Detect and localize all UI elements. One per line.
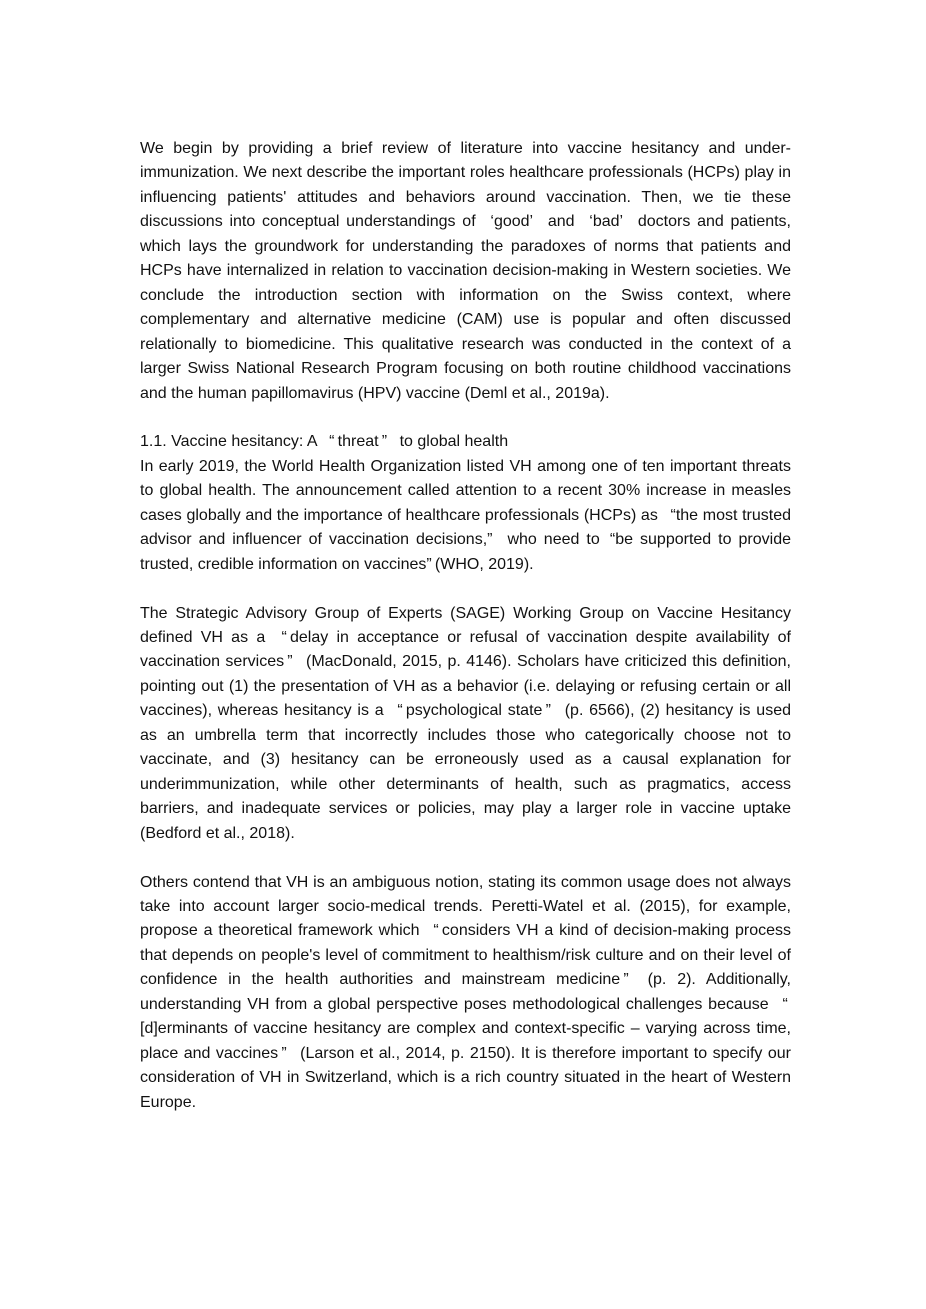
section-1-1-heading: 1.1. Vaccine hesitancy: A “ threat ” to global health (140, 433, 509, 451)
section-1-1 (140, 430, 791, 577)
intro-paragraph: We begin by providing a brief review of literature into vaccine hesitancy and under-immunization. We next describe the important roles healthcare professionals (HCPs) play in influencing patients' attitudes and behaviors around vaccination. Then, we tie these discussions into conceptual understandings of ‘good’ and ‘bad’ doctors and patients, which lays the groundwork for understanding the paradoxes of norms that patients and HCPs have internalized in relation to vaccination decision-making in Western societies. We conclude the introduction section with information on the Swiss context, where complementary and alternative medicine (CAM) use is popular and often discussed relationally to biomedicine. This qualitative research was conducted in the context of a larger Swiss National Research Program focusing on both routine childhood vaccinations and the human papillomavirus (HPV) vaccine (Deml et al., 2019a). (140, 140, 791, 402)
vh-ambiguity-paragraph: Others contend that VH is an ambiguous notion, stating its common usage does not always take into account larger socio-medical trends. Peretti-Watel et al. (2015), for example, propose a theoretical framework which “ considers VH a kind of decision-making process that depends on people's level of commitment to healthism/risk culture and on their level of confidence in the health authorities and mainstream medicine ” (p. 2). Additionally, understanding VH from a global perspective poses methodological challenges because “ [d]erminants of vaccine hesitancy are complex and context-specific – varying across time, place and vaccines ” (Larson et al., 2014, p. 2150). It is therefore important to specify our consideration of VH in Switzerland, which is a rich country situated in the heart of Western Europe. (140, 873, 791, 1111)
sage-definition-paragraph: The Strategic Advisory Group of Experts (SAGE) Working Group on Vaccine Hesitancy defined VH as a “ delay in acceptance or refusal of vaccination despite availability of vaccination services ” (MacDonald, 2015, p. 4146). Scholars have criticized this definition, pointing out (1) the presentation of VH as a behavior (i.e. delaying or refusing certain or all vaccines), whereas hesitancy is a “ psychological state ” (p. 6566), (2) hesitancy is used as an umbrella term that incorrectly includes those who categorically choose not to vaccinate, and (3) hesitancy can be erroneously used as a causal explanation for underimmunization, while other determinants of health, such as pragmatics, access barriers, and inadequate services or policies, may play a larger role in vaccine uptake (Bedford et al., 2018). (140, 604, 791, 842)
who-threat-paragraph: In early 2019, the World Health Organization listed VH among one of ten important threats to global health. The announcement called attention to a recent 30% increase in measles cases globally and the importance of healthcare professionals (HCPs) as “the most trusted advisor and influencer of vaccination decisions,” who need to “be supported to provide trusted, credible information on vaccines” (WHO, 2019). (140, 457, 791, 573)
